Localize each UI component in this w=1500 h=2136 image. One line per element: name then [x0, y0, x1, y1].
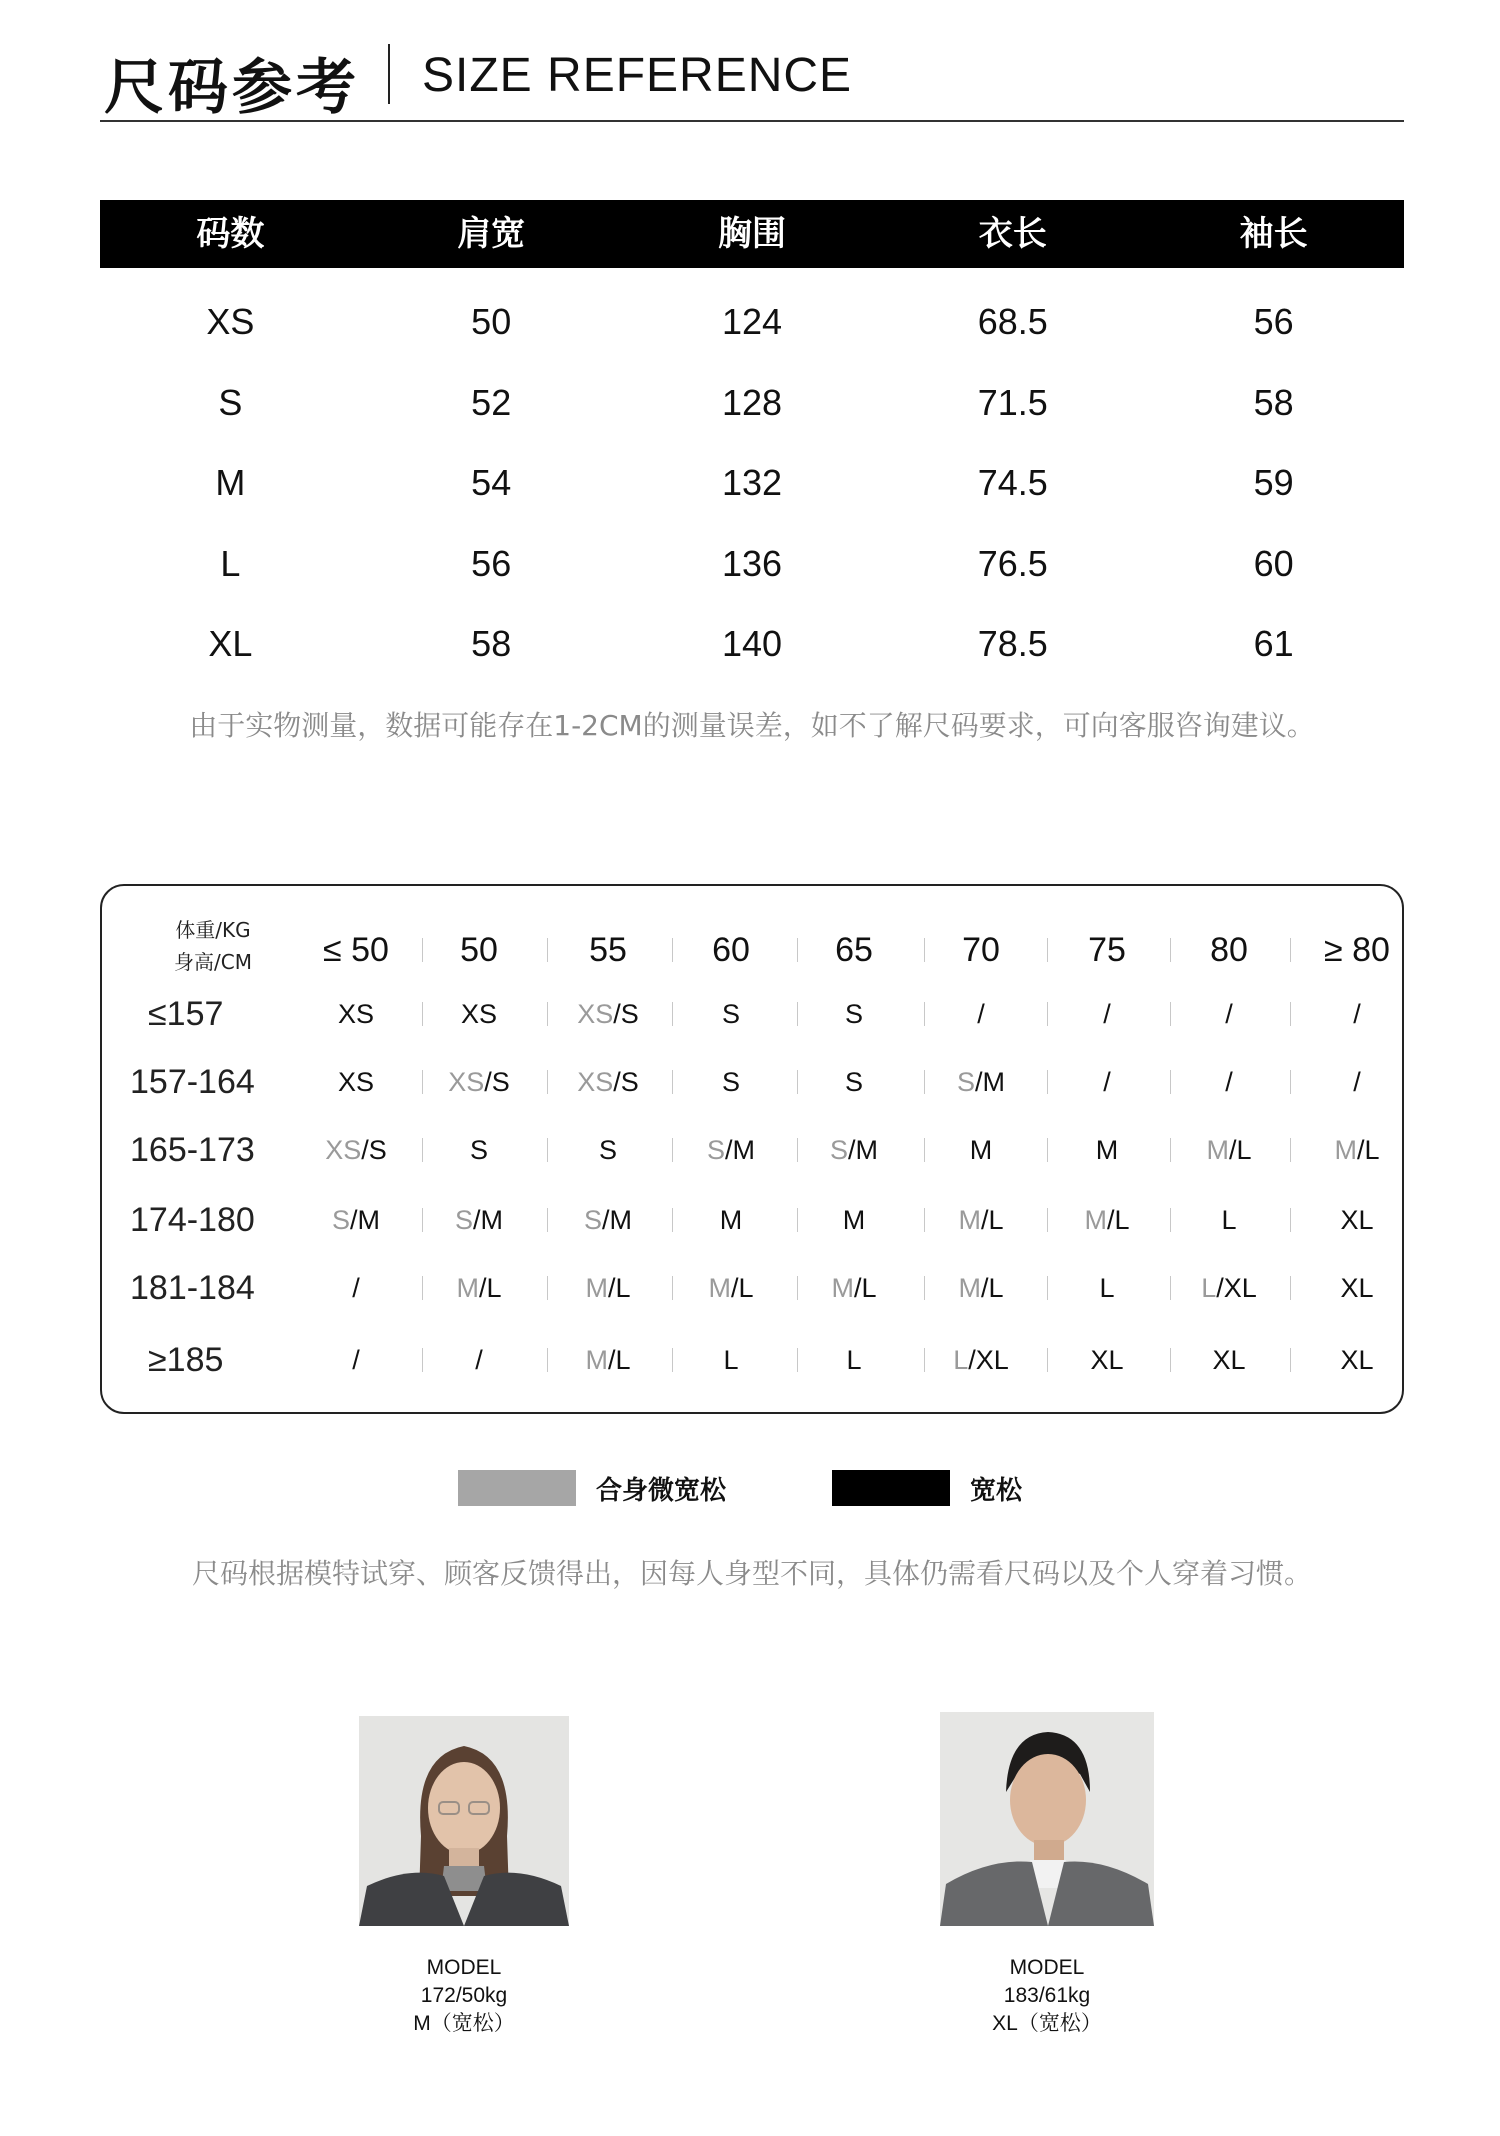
column-separator [924, 1138, 925, 1162]
height-label: ≤157 [148, 995, 224, 1033]
weight-label: ≥ 80 [1324, 931, 1390, 969]
spec-cell-shoulder: 50 [471, 301, 512, 343]
column-separator [422, 1276, 423, 1300]
size-slash: / [602, 1205, 610, 1235]
loose-size: L [1099, 1273, 1115, 1303]
height-label: 174-180 [130, 1201, 255, 1239]
loose-size: M [969, 1135, 993, 1165]
size-recommendation [1174, 1120, 1284, 1180]
size-recommendation [799, 984, 909, 1044]
size-recommendation [676, 1330, 786, 1390]
title-divider [388, 44, 390, 104]
spec-cell-sleeve: 58 [1253, 381, 1294, 423]
size-slash: / [607, 1273, 616, 1303]
fit-size: M [456, 1273, 479, 1303]
size-slash: / [613, 999, 621, 1029]
size-slash: / [1216, 1273, 1224, 1303]
spec-cell-length: 74.5 [977, 462, 1048, 504]
size-recommendation [676, 1052, 786, 1112]
loose-size: / [1225, 1067, 1233, 1097]
loose-size: L [988, 1205, 1004, 1235]
column-separator [797, 1070, 798, 1094]
fit-size: M [585, 1273, 608, 1303]
size-recommendation [1302, 1120, 1412, 1180]
loose-size: L [1114, 1205, 1130, 1235]
loose-size: L [615, 1273, 631, 1303]
height-label: 165-173 [130, 1131, 255, 1169]
column-separator [422, 1348, 423, 1372]
height-row [102, 984, 1402, 1044]
model-photo-male [940, 1712, 1154, 1926]
column-separator [672, 1208, 673, 1232]
spec-cell-sleeve: 59 [1253, 462, 1294, 504]
fit-size: XS [325, 1135, 362, 1165]
size-recommendation [676, 984, 786, 1044]
loose-size: L [486, 1273, 502, 1303]
size-recommendation [926, 1330, 1036, 1390]
loose-size: XS [337, 1067, 375, 1097]
spec-cell-size: XL [208, 623, 253, 665]
loose-size: M [1095, 1135, 1119, 1165]
fit-size: S [706, 1135, 725, 1165]
weight-label: 55 [589, 931, 627, 969]
column-separator [797, 1002, 798, 1026]
column-separator [547, 1002, 548, 1026]
loose-size: M [982, 1067, 1006, 1097]
spec-cell-chest: 128 [721, 381, 783, 423]
spec-cell-length: 78.5 [977, 623, 1048, 665]
model-info-male [937, 1954, 1157, 2038]
size-recommendation [1302, 984, 1412, 1044]
size-recommendation [1052, 1190, 1162, 1250]
model-photo-female [359, 1716, 569, 1926]
spec-cell-size: L [220, 542, 241, 584]
height-row [102, 1258, 1402, 1318]
size-slash: / [848, 1135, 856, 1165]
size-recommendation [553, 1052, 663, 1112]
column-separator [924, 1002, 925, 1026]
size-recommendation [926, 1120, 1036, 1180]
title-chinese: 尺码参考 [104, 53, 360, 123]
size-slash: / [478, 1273, 487, 1303]
size-recommendation [1052, 1052, 1162, 1112]
column-separator [672, 1276, 673, 1300]
column-separator [1170, 1276, 1171, 1300]
size-recommendation [926, 984, 1036, 1044]
size-recommendation [799, 1190, 909, 1250]
weight-header-row [102, 920, 1402, 980]
size-recommendation [1174, 1052, 1284, 1112]
column-separator [422, 1138, 423, 1162]
legend-loose [832, 1470, 1022, 1506]
size-recommendation [301, 1052, 411, 1112]
spec-cell-length: 71.5 [977, 381, 1048, 423]
title-english: SIZE REFERENCE [422, 49, 853, 102]
column-separator [672, 1138, 673, 1162]
column-separator [547, 1348, 548, 1372]
size-slash: / [350, 1205, 358, 1235]
spec-row [100, 443, 1404, 524]
fit-size: S [956, 1067, 975, 1097]
fit-size: S [829, 1135, 848, 1165]
loose-size: L [1364, 1135, 1380, 1165]
size-recommendation [553, 1190, 663, 1250]
size-recommendation [301, 1330, 411, 1390]
size-recommendation [424, 1190, 534, 1250]
legend-fit-swatch [458, 1470, 576, 1506]
size-slash: / [1356, 1135, 1365, 1165]
spec-col-size: 码数 [196, 214, 265, 254]
size-recommendation [1052, 1258, 1162, 1318]
size-slash: / [613, 1067, 621, 1097]
loose-size: L [846, 1345, 862, 1375]
column-separator [924, 1070, 925, 1094]
spec-cell-chest: 136 [721, 542, 783, 584]
model-size: M（宽松） [413, 2012, 515, 2035]
model-label: MODEL [426, 1956, 502, 1979]
model-info-female [354, 1954, 574, 2038]
fit-size: M [958, 1273, 981, 1303]
size-slash: / [473, 1205, 481, 1235]
spec-row [100, 282, 1404, 363]
fit-size: XS [577, 1067, 614, 1097]
height-label: 181-184 [130, 1269, 255, 1307]
column-separator [1170, 1208, 1171, 1232]
loose-size: L [738, 1273, 754, 1303]
column-separator [547, 1138, 548, 1162]
size-recommendation [1302, 1052, 1412, 1112]
size-recommendation [553, 1258, 663, 1318]
column-separator [924, 1208, 925, 1232]
size-recommendation [1174, 1258, 1284, 1318]
column-separator [1170, 1348, 1171, 1372]
column-separator [422, 938, 423, 962]
size-recommendation [676, 1258, 786, 1318]
fit-note: 尺码根据模特试穿、顾客反馈得出，因每人身型不同，具体仍需看尺码以及个人穿着习惯。 [191, 1557, 1312, 1590]
legend-fit-label: 合身微宽松 [596, 1475, 727, 1506]
weight-label: 65 [835, 931, 873, 969]
spec-cell-sleeve: 56 [1253, 301, 1294, 343]
weight-label: ≤ 50 [323, 931, 389, 969]
loose-size: M [609, 1205, 633, 1235]
weight-label: 80 [1210, 931, 1248, 969]
spec-col-length: 衣长 [978, 214, 1047, 254]
height-label: ≥185 [148, 1341, 224, 1379]
spec-cell-shoulder: 52 [471, 381, 512, 423]
loose-size: XL [1090, 1345, 1124, 1375]
column-separator [1290, 1002, 1291, 1026]
column-separator [1047, 1070, 1048, 1094]
spec-cell-sleeve: 61 [1253, 623, 1294, 665]
loose-size: M [732, 1135, 756, 1165]
column-separator [422, 1070, 423, 1094]
column-separator [1170, 1138, 1171, 1162]
size-recommendation [676, 1190, 786, 1250]
height-row [102, 1052, 1402, 1112]
size-slash: / [1106, 1205, 1115, 1235]
loose-size: L [1221, 1205, 1237, 1235]
loose-size: S [721, 999, 740, 1029]
loose-size: S [620, 1067, 639, 1097]
loose-size: S [491, 1067, 510, 1097]
weight-label: 75 [1088, 931, 1126, 969]
spec-cell-chest: 132 [721, 462, 783, 504]
column-separator [797, 1348, 798, 1372]
height-row [102, 1330, 1402, 1390]
loose-size: / [352, 1273, 360, 1303]
loose-size: L [861, 1273, 877, 1303]
column-separator [1047, 938, 1048, 962]
height-label: 157-164 [130, 1063, 255, 1101]
column-separator [1290, 1348, 1291, 1372]
size-recommendation [1174, 1190, 1284, 1250]
loose-size: S [598, 1135, 617, 1165]
column-separator [1047, 1002, 1048, 1026]
page-header [100, 36, 1404, 122]
loose-size: XS [337, 999, 375, 1029]
fit-size: S [331, 1205, 350, 1235]
loose-size: / [475, 1345, 483, 1375]
size-slash: / [361, 1135, 369, 1165]
size-recommendation [676, 1120, 786, 1180]
spec-cell-shoulder: 56 [471, 542, 512, 584]
size-slash: / [730, 1273, 739, 1303]
size-recommendation [1052, 1330, 1162, 1390]
size-slash: / [980, 1205, 989, 1235]
legend-loose-swatch [832, 1470, 950, 1506]
loose-size: L [988, 1273, 1004, 1303]
column-separator [1290, 1070, 1291, 1094]
size-recommendation [799, 1258, 909, 1318]
loose-size: S [620, 999, 639, 1029]
fit-size: M [1084, 1205, 1107, 1235]
spec-cell-length: 76.5 [977, 542, 1048, 584]
column-separator [797, 1276, 798, 1300]
column-separator [422, 1002, 423, 1026]
weight-label: 50 [460, 931, 498, 969]
loose-size: / [1225, 999, 1233, 1029]
column-separator [924, 1276, 925, 1300]
column-separator [672, 1070, 673, 1094]
size-slash: / [980, 1273, 989, 1303]
size-slash: / [975, 1067, 983, 1097]
model-measurements: 172/50kg [420, 1984, 508, 2007]
fit-size: M [831, 1273, 854, 1303]
measurement-note: 由于实物测量，数据可能存在1-2CM的测量误差，如不了解尺码要求，可向客服咨询建议。 [189, 709, 1315, 742]
spec-table-header [100, 200, 1404, 268]
column-separator [1290, 1138, 1291, 1162]
spec-table-body [100, 282, 1404, 685]
column-separator [1047, 1208, 1048, 1232]
size-recommendation [926, 1052, 1036, 1112]
loose-size: S [721, 1067, 740, 1097]
loose-size: XL [1340, 1205, 1374, 1235]
size-recommendation [424, 1330, 534, 1390]
fit-size: M [1206, 1135, 1229, 1165]
spec-col-chest: 胸围 [717, 214, 786, 254]
loose-size: M [357, 1205, 381, 1235]
fit-size: L [953, 1345, 969, 1375]
height-row [102, 1190, 1402, 1250]
height-axis-label: 身高/CM [174, 950, 252, 974]
loose-size: XL [1340, 1273, 1374, 1303]
spec-cell-sleeve: 60 [1253, 542, 1294, 584]
column-separator [547, 938, 548, 962]
column-separator [672, 1002, 673, 1026]
size-recommendation [301, 984, 411, 1044]
column-separator [1047, 1348, 1048, 1372]
fit-size: XS [448, 1067, 485, 1097]
loose-size: / [1353, 999, 1361, 1029]
column-separator [1047, 1138, 1048, 1162]
loose-size: M [842, 1205, 866, 1235]
size-slash: / [968, 1345, 976, 1375]
loose-size: S [469, 1135, 488, 1165]
legend-fit [458, 1470, 726, 1506]
column-separator [1290, 1208, 1291, 1232]
spec-cell-shoulder: 54 [471, 462, 512, 504]
size-recommendation [553, 984, 663, 1044]
size-recommendation [926, 1190, 1036, 1250]
size-recommendation [799, 1330, 909, 1390]
loose-size: L [615, 1345, 631, 1375]
size-recommendation [424, 984, 534, 1044]
loose-size: M [855, 1135, 879, 1165]
loose-size: S [368, 1135, 387, 1165]
weight-label: 70 [962, 931, 1000, 969]
column-separator [1290, 1276, 1291, 1300]
spec-row [100, 524, 1404, 605]
column-separator [672, 938, 673, 962]
loose-size: / [977, 999, 985, 1029]
column-separator [1170, 1002, 1171, 1026]
loose-size: XS [460, 999, 498, 1029]
spec-cell-size: M [215, 462, 246, 504]
column-separator [797, 1138, 798, 1162]
size-recommendation [553, 1330, 663, 1390]
size-recommendation [1052, 984, 1162, 1044]
loose-size: / [1353, 1067, 1361, 1097]
legend-loose-label: 宽松 [970, 1475, 1023, 1506]
size-slash: / [484, 1067, 492, 1097]
size-recommendation [1302, 1190, 1412, 1250]
weight-label: 60 [712, 931, 750, 969]
size-slash: / [725, 1135, 733, 1165]
loose-size: L [723, 1345, 739, 1375]
column-separator [422, 1208, 423, 1232]
column-separator [924, 938, 925, 962]
size-recommendation [1302, 1258, 1412, 1318]
size-recommendation [799, 1052, 909, 1112]
size-recommendation [553, 1120, 663, 1180]
spec-row [100, 604, 1404, 685]
column-separator [797, 1208, 798, 1232]
loose-size: M [719, 1205, 743, 1235]
size-recommendation [301, 1190, 411, 1250]
column-separator [1290, 938, 1291, 962]
model-measurements: 183/61kg [1003, 1984, 1091, 2007]
fit-size: M [708, 1273, 731, 1303]
column-separator [1170, 938, 1171, 962]
spec-row [100, 363, 1404, 444]
column-separator [1170, 1070, 1171, 1094]
column-separator [547, 1276, 548, 1300]
size-recommendation [301, 1120, 411, 1180]
loose-size: / [1103, 1067, 1111, 1097]
column-separator [547, 1070, 548, 1094]
size-recommendation [926, 1258, 1036, 1318]
size-recommendation [1302, 1330, 1412, 1390]
spec-cell-chest: 124 [721, 301, 783, 343]
column-separator [1047, 1276, 1048, 1300]
loose-size: XL [1223, 1273, 1257, 1303]
column-separator [924, 1348, 925, 1372]
loose-size: S [844, 1067, 863, 1097]
fit-size: M [958, 1205, 981, 1235]
loose-size: / [352, 1345, 360, 1375]
loose-size: L [1236, 1135, 1252, 1165]
weight-axis-label: 体重/KG [175, 918, 251, 942]
fit-size: M [585, 1345, 608, 1375]
recommendation-table [100, 884, 1404, 1414]
size-recommendation [424, 1052, 534, 1112]
spec-cell-length: 68.5 [977, 301, 1048, 343]
spec-cell-size: XS [206, 301, 255, 343]
column-separator [547, 1208, 548, 1232]
loose-size: XL [975, 1345, 1009, 1375]
model-size: XL（宽松） [992, 2012, 1102, 2035]
model-label: MODEL [1009, 1956, 1085, 1979]
fit-size: L [1201, 1273, 1217, 1303]
size-slash: / [853, 1273, 862, 1303]
fit-size: XS [577, 999, 614, 1029]
spec-cell-chest: 140 [721, 623, 783, 665]
size-recommendation [424, 1120, 534, 1180]
fit-size: M [1334, 1135, 1357, 1165]
fit-size: S [583, 1205, 602, 1235]
size-recommendation [799, 1120, 909, 1180]
column-separator [797, 938, 798, 962]
height-row [102, 1120, 1402, 1180]
size-recommendation [1174, 984, 1284, 1044]
loose-size: XL [1212, 1345, 1246, 1375]
spec-col-shoulder: 肩宽 [457, 214, 526, 254]
loose-size: / [1103, 999, 1111, 1029]
spec-cell-shoulder: 58 [471, 623, 512, 665]
column-separator [672, 1348, 673, 1372]
size-recommendation [301, 1258, 411, 1318]
spec-col-sleeve: 袖长 [1239, 214, 1308, 254]
size-recommendation [424, 1258, 534, 1318]
fit-size: S [454, 1205, 473, 1235]
loose-size: XL [1340, 1345, 1374, 1375]
loose-size: S [844, 999, 863, 1029]
size-recommendation [1052, 1120, 1162, 1180]
size-slash: / [1228, 1135, 1237, 1165]
loose-size: M [480, 1205, 504, 1235]
size-slash: / [607, 1345, 616, 1375]
size-recommendation [1174, 1330, 1284, 1390]
spec-cell-size: S [218, 381, 243, 423]
